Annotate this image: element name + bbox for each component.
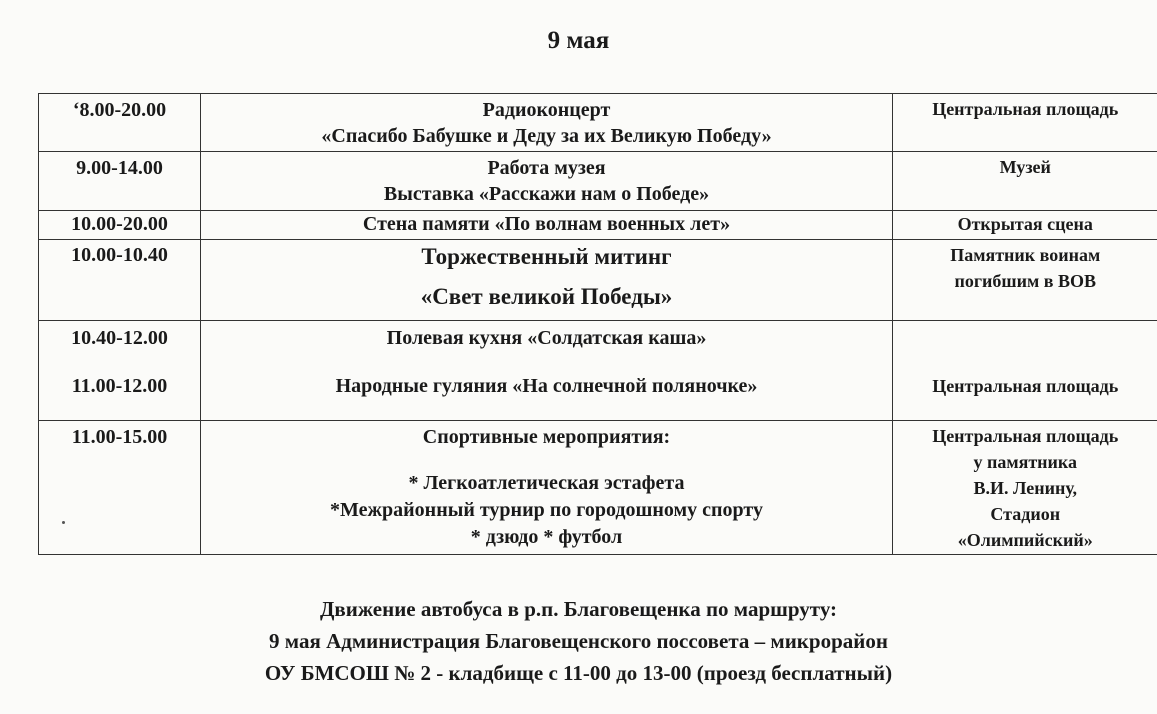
event-line: * дзюдо * футбол xyxy=(470,526,623,548)
bus-route-notice xyxy=(0,593,1157,689)
place-text: «Олимпийский» xyxy=(957,530,1093,550)
time-cell xyxy=(39,421,201,555)
place-cell xyxy=(893,240,1157,321)
schedule-row xyxy=(39,211,1157,240)
time-cell xyxy=(39,240,201,321)
place-text: погибшим в ВОВ xyxy=(954,271,1096,291)
place-cell xyxy=(893,94,1157,152)
footer-line: Движение автобуса в р.п. Благовещенка по маршруту: xyxy=(319,597,838,621)
event-line: *Межрайонный турнир по городошному спорту xyxy=(330,499,763,521)
event-line: Радиоконцерт xyxy=(482,99,611,121)
time-text: 10.00-10.40 xyxy=(71,244,168,266)
time-cell xyxy=(39,321,201,421)
time-cell xyxy=(39,152,201,211)
schedule-row xyxy=(39,321,1157,421)
place-text: Музей xyxy=(999,157,1051,177)
place-text: Памятник воинам xyxy=(950,245,1101,265)
place-cell xyxy=(893,321,1157,421)
schedule-row xyxy=(39,152,1157,211)
place-text: у памятника xyxy=(973,452,1078,472)
time-text: 11.00-15.00 xyxy=(71,426,168,448)
time-text: ‘8.00-20.00 xyxy=(72,99,167,121)
place-cell xyxy=(893,152,1157,211)
time-text: 9.00-14.00 xyxy=(76,157,163,179)
place-text: Центральная площадь xyxy=(932,99,1119,119)
event-line: Полевая кухня «Солдатская каша» xyxy=(386,327,707,349)
time-text: 10.00-20.00 xyxy=(71,213,168,235)
event-cell xyxy=(201,240,893,321)
footer-line: 9 мая Администрация Благовещенского поссовета – микрорайон xyxy=(269,629,888,653)
event-line: «Свет великой Победы» xyxy=(420,284,673,309)
time-text: 10.40-12.00 xyxy=(71,327,168,349)
place-text: Центральная площадь xyxy=(932,376,1119,396)
place-cell xyxy=(893,421,1157,555)
place-cell xyxy=(893,211,1157,240)
place-text: Открытая сцена xyxy=(957,214,1093,234)
event-line: Торжественный митинг xyxy=(421,244,672,269)
event-line: «Спасибо Бабушке и Деду за их Великую Победу» xyxy=(321,125,772,147)
event-line: Работа музея xyxy=(487,157,606,179)
event-line: Народные гуляния «На солнечной поляночке» xyxy=(335,375,758,397)
schedule-table xyxy=(38,93,1157,555)
event-cell xyxy=(201,94,893,152)
event-cell xyxy=(201,211,893,240)
place-text: В.И. Ленину, xyxy=(973,478,1078,498)
schedule-row xyxy=(39,94,1157,152)
place-text: Стадион xyxy=(990,504,1061,524)
event-line: Спортивные мероприятия: xyxy=(422,426,671,448)
footer-line: ОУ БМСОШ № 2 - кладбище с 11-00 до 13-00 (проезд бесплатный) xyxy=(264,661,893,685)
event-cell xyxy=(201,421,893,555)
event-cell xyxy=(201,321,893,421)
event-cell xyxy=(201,152,893,211)
event-line: * Легкоатлетическая эстафета xyxy=(408,472,685,494)
time-cell xyxy=(39,211,201,240)
time-cell xyxy=(39,94,201,152)
schedule-row xyxy=(39,240,1157,321)
schedule-row xyxy=(39,421,1157,555)
place-text: Центральная площадь xyxy=(932,426,1119,446)
event-line: Стена памяти «По волнам военных лет» xyxy=(362,213,731,235)
scan-speck xyxy=(62,521,65,524)
time-text: 11.00-12.00 xyxy=(71,375,168,397)
event-line: Выставка «Расскажи нам о Победе» xyxy=(383,183,710,205)
page-title: 9 мая xyxy=(547,27,610,54)
